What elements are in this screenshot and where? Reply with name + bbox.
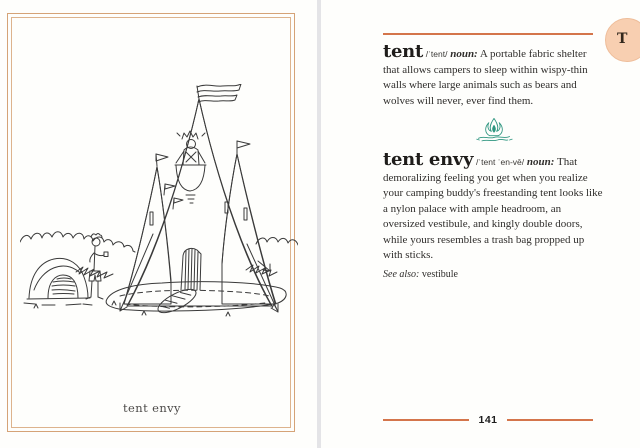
dictionary-entry-tent-envy [383,149,604,264]
footer-rule-left [383,419,469,421]
section-tab-circle [605,18,640,62]
door-mat [155,285,199,317]
illustration-caption: tent envy [123,401,181,415]
treeline-right [256,238,298,246]
pronunciation-tent: /ˈtent/ [425,49,448,59]
page-footer [383,414,593,426]
main-banner-1 [197,84,241,92]
definition-tent-envy: That demoralizing feeling you get when you realize your camping buddy's freestanding tent looks like a nylon palace with ample headroom, an oversized vestibule, and kingly double doors, while yours resembles a trash bag propped up with sticks. [383,156,603,261]
page-number: 141 [478,414,498,426]
see-also-label: See also: [383,268,420,280]
pronunciation-tent-envy: /ˈtent ˈen-vē/ [475,157,525,167]
part-of-speech-tent-envy: noun: [526,156,555,168]
right-page [321,0,640,448]
footer-rule-right [507,419,593,421]
guy-line-left [120,234,153,311]
main-banner-2 [198,95,237,102]
guy-line-right [247,244,278,312]
top-rule [383,33,593,35]
see-also-term: vestibule [421,268,458,280]
dictionary-entry-tent [383,41,604,109]
headword-tent: tent [383,41,423,62]
headword-tent-envy: tent envy [383,149,474,170]
section-letter: T [617,31,628,47]
treeline-left [20,232,135,252]
left-page [0,0,318,448]
part-of-speech-tent: noun: [450,48,478,60]
campfire-icon [383,116,604,146]
tent-illustration [20,84,298,322]
bushes-right [246,265,277,276]
envious-camper-head [92,238,100,246]
see-also [383,269,604,280]
dictionary-content [383,41,604,280]
coffee-cup [104,252,108,257]
definition-tent: A portable fabric shelter that allows campers to sleep within wispy-thin walls where large animals such as bears and wolves will never, ever find them. [383,48,588,107]
camper-tunic [183,147,199,165]
